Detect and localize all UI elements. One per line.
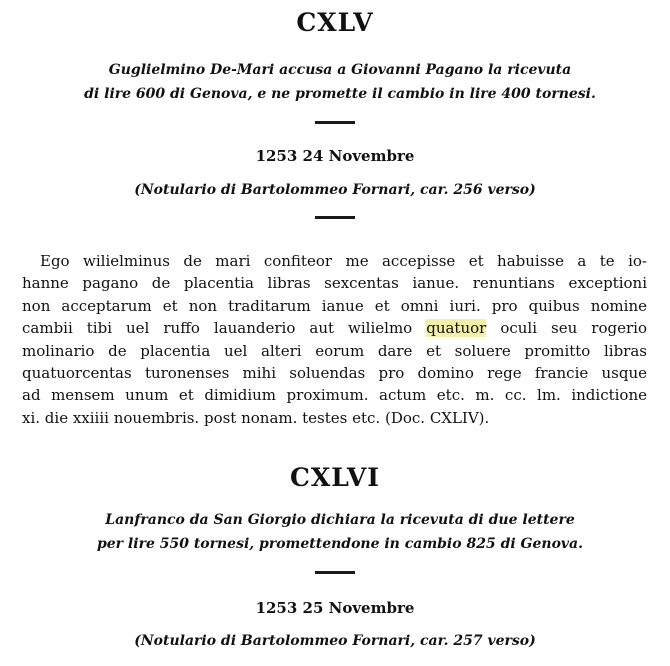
section-divider	[315, 121, 355, 124]
body-text-segment: cambii tibi uel ruffo lauanderio aut wilielmo	[22, 319, 413, 338]
body-line	[22, 317, 647, 339]
body-line: xi. die xxiiii nouembris. post nonam. testes etc. (Doc. CXLIV).	[22, 408, 490, 427]
summary-line: Guglielmino De-Mari accusa a Giovanni Pagano la ricevuta	[108, 62, 572, 78]
highlighted-word: quatuor	[426, 319, 487, 338]
document-number-heading: CXLVI	[290, 463, 380, 492]
body-text-segment: oculi seu rogerio	[500, 319, 647, 338]
section-divider	[315, 571, 355, 574]
summary-line: Lanfranco da San Giorgio dichiara la ricevuta di due lettere	[105, 512, 575, 528]
body-line: Ego wilielminus de mari confiteor me accepisse et habuisse a te io-	[40, 252, 647, 270]
document-summary	[60, 508, 620, 556]
body-line: non acceptarum et non traditarum ianue et omni iuri. pro quibus nomine	[22, 296, 647, 315]
body-line: hanne pagano de placentia libras sexcentas ianue. renuntians exceptioni	[22, 274, 647, 293]
document-body	[22, 250, 647, 429]
document-source: (Notulario di Bartolommeo Fornari, car. 257 verso)	[134, 633, 536, 649]
document-date: 1253 24 Novembre	[255, 147, 415, 165]
summary-line: di lire 600 di Genova, e ne promette il cambio in lire 400 tornesi.	[84, 86, 596, 102]
document-number-heading: CXLV	[296, 8, 374, 37]
body-line: molinario de placentia uel alteri eorum dare et soluere promitto libras	[22, 341, 647, 360]
document-summary	[60, 58, 620, 106]
body-line: ad mensem unum et dimidium proximum. actum etc. m. cc. lm. indictione	[22, 386, 647, 405]
document-source: (Notulario di Bartolommeo Fornari, car. 256 verso)	[134, 182, 536, 198]
summary-line: per lire 550 tornesi, promettendone in cambio 825 di Genova.	[96, 536, 584, 552]
document-date: 1253 25 Novembre	[255, 599, 415, 617]
section-divider	[315, 216, 355, 219]
body-line: quatuorcentas turonenses mihi soluendas pro domino rege francie usque	[22, 364, 647, 383]
